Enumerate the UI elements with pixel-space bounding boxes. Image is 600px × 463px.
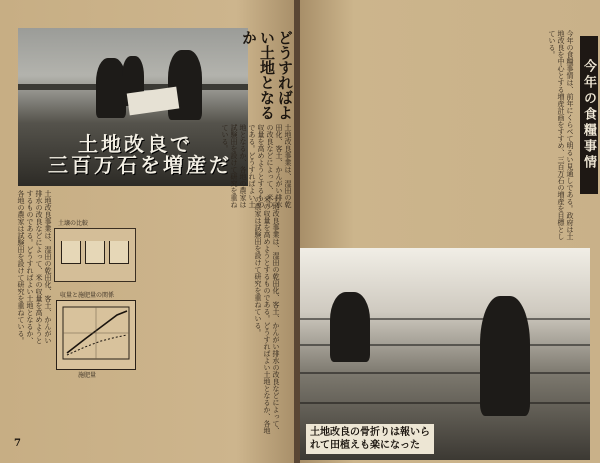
yield-figure-caption: 収量と施肥量の関係	[60, 292, 115, 299]
photo-headline-right: 土地改良で	[78, 132, 193, 156]
left-body-text-top	[221, 124, 292, 210]
farmers-photo	[18, 28, 248, 186]
rice-planting-photo	[300, 248, 590, 460]
left-page	[0, 0, 296, 463]
yield-figure-svg	[57, 301, 135, 369]
rice-row	[300, 372, 590, 374]
left-paragraph: 土地改良事業は、湿田の乾田化、客土、かんがい排水の改良などによって、米の収量を高めようとするものである。どうすればよい土地となるか、各地の農家は試験田を設けて研究を重ねている。	[221, 124, 292, 208]
farmer-figure	[330, 292, 370, 362]
farmer-figure	[480, 296, 530, 416]
rice-row	[300, 402, 590, 404]
left-paragraph: 土地改良事業は、湿田の乾田化、客土、かんがい排水の改良などによって、米の収量を高めようとするものである。どうすればよい土地となるか、各地の農家は試験田を設けて研究を重ねている。	[254, 196, 280, 434]
soil-figure-caption: 土壌の比較	[58, 220, 89, 227]
farmer-figure	[168, 50, 202, 120]
article-subhead: どうすればよい土地となるか	[240, 30, 294, 120]
series-title: 今年の食糧事情	[580, 36, 598, 194]
yield-figure	[56, 300, 136, 370]
left-body-text	[140, 196, 280, 436]
page-number: 7	[14, 438, 21, 449]
soil-jar	[109, 241, 129, 264]
soil-jar	[61, 241, 81, 264]
left-paragraph: 土地改良事業は、湿田の乾田化、客土、かんがい排水の改良などによって、米の収量を高めようとするものである。どうすればよい土地となるか、各地の農家は試験田を設けて研究を重ねている。	[17, 190, 52, 344]
yield-figure-axis-label: 施肥量	[78, 372, 97, 379]
left-margin-text	[18, 190, 52, 350]
soil-comparison-figure	[54, 228, 136, 282]
photo-headline-left: 三百万石を増産だ	[48, 153, 232, 177]
right-paragraph: 今年の食糧事情は、前年にくらべて明るい見通しである。政府は土地改良を中心とする増産計画をすすめ、三百万石の増産を目標としている。	[548, 30, 574, 240]
soil-jar	[85, 241, 105, 264]
rice-photo-caption: 土地改良の骨折りは報いられて田植えも楽になった	[306, 424, 434, 454]
right-body-text	[314, 30, 574, 242]
